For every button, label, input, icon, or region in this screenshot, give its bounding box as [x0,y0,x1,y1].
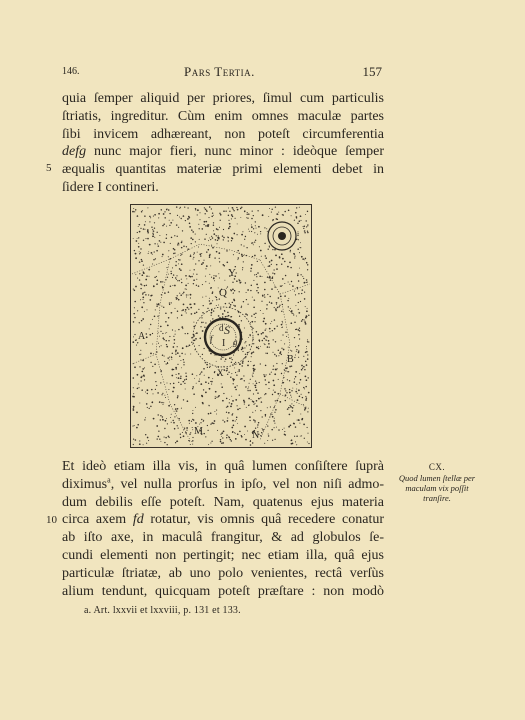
text-line: ſidere I contineri. [62,179,159,195]
figure-label: N [252,430,260,441]
small-star [268,222,296,250]
figure-label: A [138,331,146,342]
margin-note [388,462,486,503]
figure-label: X [217,368,224,378]
figure-label: Y [228,267,236,279]
text-fragment: rotatur, vis omnis quâ recedere conatur [143,512,384,528]
figure-label: B [287,354,294,365]
margin-note-line: maculam vix poſſit [405,483,469,493]
figure-label: M [194,426,203,437]
text-line [62,143,384,161]
text-line: ſibi invicem adhæreant, non poteſt circumferentia [62,126,384,142]
margin-note-line: Quod lumen ſtellæ per [398,473,476,483]
text-line: æqualis quantitas materiæ primi elementi debet in [62,162,384,178]
figure-label: S [224,323,230,337]
text-fragment: diximus [62,476,108,492]
figure-label: I [222,338,226,349]
margin-note-line: tranſire. [423,493,451,503]
paragraph-top [62,90,384,197]
text-line: quia ſemper aliquid per priores, ſimul cum particulis [62,91,384,106]
line-number: 5 [46,162,52,174]
figure-label: Q [219,287,227,299]
italic-label: fd [132,512,144,528]
text-line: Et ideò etiam illa vis, in quâ lumen conſiſtere ſuprà [62,459,384,474]
figure-label: e [221,350,225,360]
text-line: ſtriatis, ingreditur. Cùm enim omnes maculæ partes [62,108,384,124]
text-line: alium tendunt, quicquam poteſt præſtare : non modò [62,583,384,599]
article-number: CX. [428,462,446,472]
text-fragment: , vel nulla prorſus in ipſo, vel non niſi admo- [110,476,384,492]
text-fragment: nunc major fieri, nunc minor : ideòque ſemper [86,144,384,160]
footnote-reference: a [107,475,111,485]
figure-label: g [233,337,238,347]
text-line: particulæ ſtriatæ, ab uno polo venientes, rectâ verſùs [62,565,384,581]
engraved-figure [130,204,312,448]
running-header [62,64,382,82]
italic-label: defg [62,144,87,160]
text-fragment: circa axem [62,512,133,528]
original-page-number: 146. [62,66,80,77]
running-title: Pars Tertia. [184,64,255,79]
page-number: 157 [362,64,382,79]
text-line [62,476,384,494]
text-line: ab iſto axe, in maculâ frangitur, & ad globulos ſe- [62,530,384,546]
line-number: 10 [46,514,57,526]
text-line: dum debilis eſſe poteſt. Nam, quatenus ejus materia [62,494,384,510]
text-line [62,511,384,529]
text-line: cundi elementi non pertingit; nec etiam illa, quâ ejus [62,547,384,563]
figure-label: d [219,323,224,333]
sunspot-diagram [130,204,312,448]
footnote: a. Art. lxxvii et lxxviii, p. 131 et 133. [84,605,241,616]
paragraph-bottom [62,458,384,600]
figure-label: f [210,334,213,344]
